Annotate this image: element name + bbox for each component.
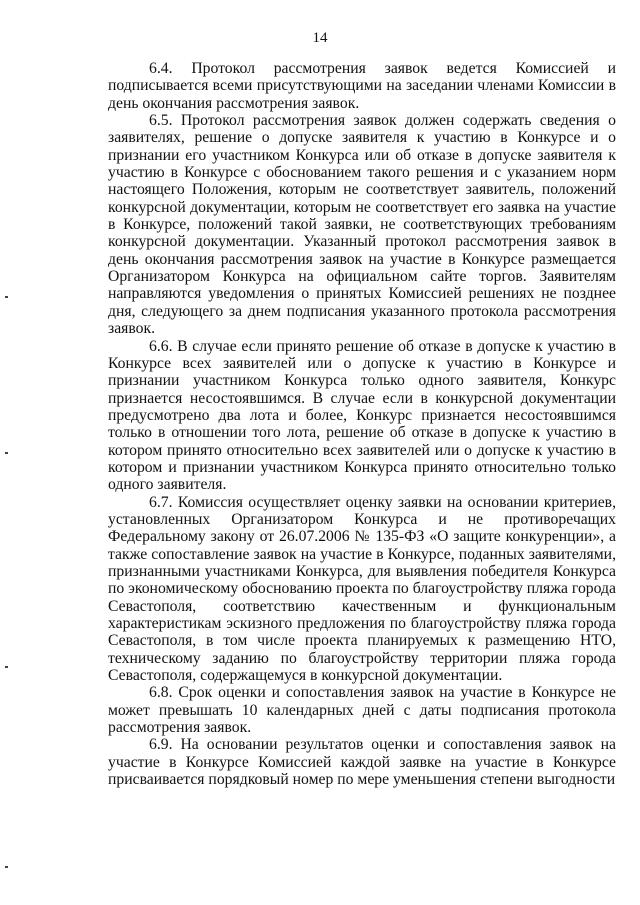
scan-margin-mark <box>5 666 8 668</box>
paragraph-6-8: 6.8. Срок оценки и сопоставления заявок на участие в Конкурсе не может превышать 10 календарных дней с даты подписания протокола рассмотрения заявок. <box>108 684 616 737</box>
paragraph-6-6: 6.6. В случае если принято решение об отказе в допуске к участию в Конкурсе всех заявителей или о допуске к участию в Конкурсе и признании участником Конкурса только одного заявителя, Конкурс признается несостоявшимся. В случае если в конкурсной документации предусмотрено два лота и более, Конкурс признается несостоявшимся только в отношении того лота, решение об отказе в допуске к участию в котором принято относительно всех заявителей или о допуске к участию в котором и признании участником Конкурса принято относительно только одного заявителя. <box>108 337 616 494</box>
scan-margin-mark <box>5 452 8 454</box>
scan-margin-mark <box>5 296 8 298</box>
paragraph-6-5: 6.5. Протокол рассмотрения заявок должен содержать сведения о заявителях, решение о допуске заявителя к участию в Конкурсе и о признании его участником Конкурса или об отказе в допуске заявителя к участию в Конкурсе с обоснованием такого решения и с указанием норм настоящего Положения, которым не соответствует заявитель, положений конкурсной документации, которым не соответствует его заявка на участие в Конкурсе, положений такой заявки, не соответствующих требованиям конкурсной документации. Указанный протокол рассмотрения заявок в день окончания рассмотрения заявок на участие в Конкурсе размещается Организатором Конкурса на официальном сайте торгов. Заявителям направляются уведомления о принятых Комиссией решениях не позднее дня, следующего за днем подписания указанного протокола рассмотрения заявок. <box>108 112 616 338</box>
paragraph-6-7: 6.7. Комиссия осуществляет оценку заявки на основании критериев, установленных Организатором Конкурса и не противоречащих Федеральному закону от 26.07.2006 № 135-ФЗ «О защите конкуренции», а также сопоставление заявок на участие в Конкурсе, поданных заявителями, признанными участниками Конкурса, для выявления победителя Конкурса по экономическому обоснованию проекта по благоустройству пляжа города Севастополя, соответствию качественным и функциональным характеристикам эскизного предложения по благоустройству пляжа города Севастополя, в том числе проекта планируемых к размещению НТО, техническому заданию по благоустройству территории пляжа города Севастополя, содержащемуся в конкурсной документации. <box>108 493 616 685</box>
page-number: 14 <box>312 30 328 46</box>
scan-margin-mark <box>5 866 8 868</box>
paragraph-6-4: 6.4. Протокол рассмотрения заявок ведется Комиссией и подписывается всеми присутствующими на заседании членами Комиссии в день окончания рассмотрения заявок. <box>108 60 616 112</box>
document-body <box>108 60 616 788</box>
paragraph-6-9: 6.9. На основании результатов оценки и сопоставления заявок на участие в Конкурсе Комиссией каждой заявке на участие в Конкурсе присваивается порядковый номер по мере уменьшения степени выгодности <box>108 736 616 789</box>
